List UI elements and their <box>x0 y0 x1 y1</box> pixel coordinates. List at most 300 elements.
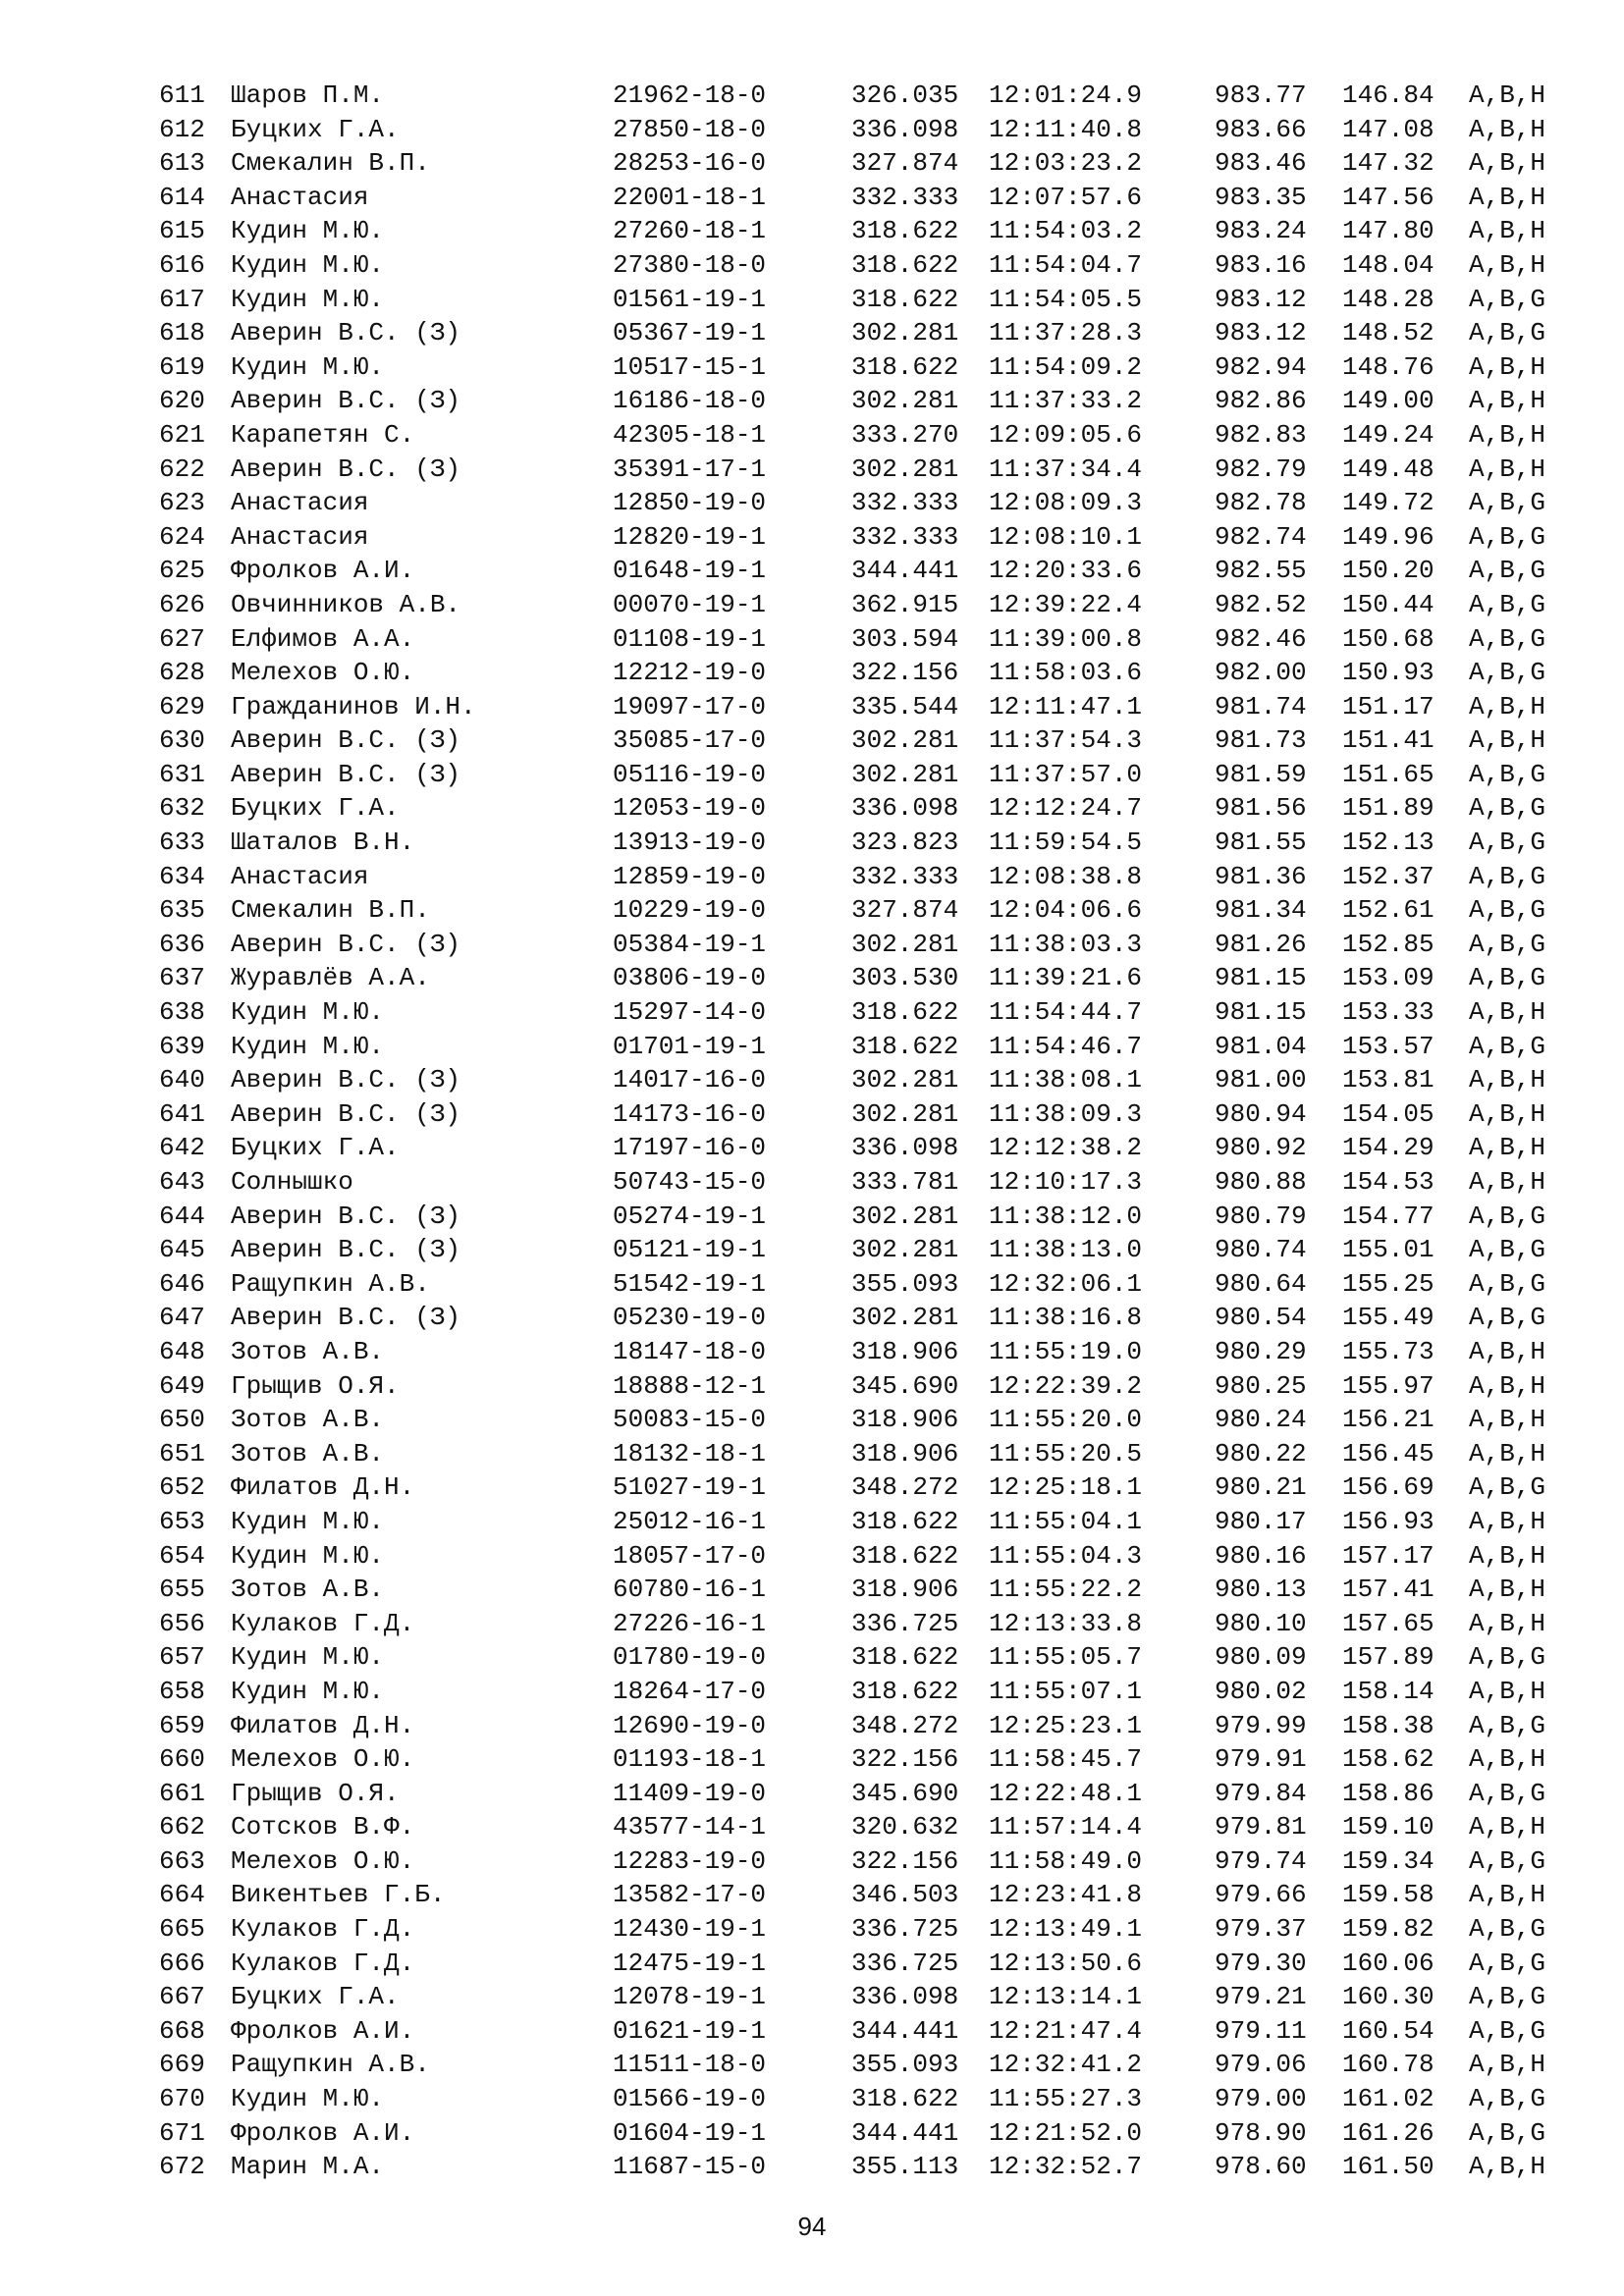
ring-number: 01561-19-1 <box>613 284 767 314</box>
fancier-name: Буцких Г.А. <box>231 793 400 824</box>
table-row <box>159 2082 1583 2116</box>
coefficient: 150.44 <box>1342 589 1435 619</box>
classes: A,B,G <box>1469 521 1546 552</box>
arrival-time: 11:38:09.3 <box>989 1098 1143 1129</box>
table-row <box>159 1470 1583 1505</box>
distance: 348.272 <box>851 1710 959 1740</box>
fancier-name: Овчинников А.В. <box>231 589 461 619</box>
coefficient: 159.82 <box>1342 1914 1435 1945</box>
coefficient: 160.78 <box>1342 2050 1435 2080</box>
ring-number: 13582-17-0 <box>613 1880 767 1910</box>
speed: 981.73 <box>1215 725 1307 756</box>
arrival-time: 11:37:28.3 <box>989 318 1143 348</box>
distance: 333.781 <box>851 1167 959 1197</box>
classes: A,B,G <box>1469 828 1546 858</box>
row-number: 656 <box>159 1608 205 1638</box>
speed: 982.55 <box>1215 556 1307 586</box>
table-row <box>159 214 1583 248</box>
ring-number: 13913-19-0 <box>613 828 767 858</box>
row-number: 665 <box>159 1914 205 1945</box>
arrival-time: 12:08:10.1 <box>989 521 1143 552</box>
coefficient: 153.81 <box>1342 1065 1435 1095</box>
ring-number: 10517-15-1 <box>613 351 767 382</box>
fancier-name: Кудин М.Ю. <box>231 1676 385 1706</box>
row-number: 658 <box>159 1676 205 1706</box>
classes: A,B,H <box>1469 216 1546 246</box>
arrival-time: 12:09:05.6 <box>989 419 1143 450</box>
fancier-name: Анастасия <box>231 861 369 891</box>
distance: 302.281 <box>851 929 959 959</box>
ring-number: 05230-19-0 <box>613 1303 767 1333</box>
row-number: 615 <box>159 216 205 246</box>
speed: 979.37 <box>1215 1914 1307 1945</box>
coefficient: 153.33 <box>1342 997 1435 1028</box>
table-row <box>159 588 1583 622</box>
ring-number: 05384-19-1 <box>613 929 767 959</box>
arrival-time: 11:38:08.1 <box>989 1065 1143 1095</box>
coefficient: 149.48 <box>1342 454 1435 484</box>
table-row <box>159 1505 1583 1539</box>
row-number: 629 <box>159 691 205 721</box>
fancier-name: Мелехов О.Ю. <box>231 658 415 688</box>
fancier-name: Грыщив О.Я. <box>231 1370 400 1401</box>
coefficient: 152.13 <box>1342 828 1435 858</box>
classes: A,B,G <box>1469 658 1546 688</box>
speed: 981.04 <box>1215 1031 1307 1061</box>
distance: 318.622 <box>851 1506 959 1536</box>
distance: 323.823 <box>851 828 959 858</box>
coefficient: 159.34 <box>1342 1845 1435 1876</box>
fancier-name: Кудин М.Ю. <box>231 2084 385 2114</box>
ring-number: 12283-19-0 <box>613 1845 767 1876</box>
table-row <box>159 1097 1583 1132</box>
fancier-name: Кулаков Г.Д. <box>231 1608 415 1638</box>
row-number: 670 <box>159 2084 205 2114</box>
ring-number: 50083-15-0 <box>613 1405 767 1435</box>
classes: A,B,G <box>1469 2015 1546 2046</box>
coefficient: 148.28 <box>1342 284 1435 314</box>
arrival-time: 12:11:47.1 <box>989 691 1143 721</box>
table-row <box>159 2150 1583 2184</box>
results-table <box>159 79 1583 2184</box>
row-number: 667 <box>159 1982 205 2012</box>
coefficient: 152.61 <box>1342 895 1435 926</box>
distance: 332.333 <box>851 521 959 552</box>
classes: A,B,H <box>1469 1506 1546 1536</box>
coefficient: 147.56 <box>1342 182 1435 212</box>
classes: A,B,G <box>1469 929 1546 959</box>
coefficient: 160.30 <box>1342 1982 1435 2012</box>
classes: A,B,G <box>1469 1642 1546 1673</box>
ring-number: 27226-16-1 <box>613 1608 767 1638</box>
coefficient: 155.25 <box>1342 1268 1435 1299</box>
row-number: 628 <box>159 658 205 688</box>
speed: 979.99 <box>1215 1710 1307 1740</box>
row-number: 661 <box>159 1778 205 1808</box>
distance: 336.098 <box>851 793 959 824</box>
coefficient: 155.97 <box>1342 1370 1435 1401</box>
arrival-time: 12:13:50.6 <box>989 1948 1143 1978</box>
classes: A,B,H <box>1469 419 1546 450</box>
row-number: 668 <box>159 2015 205 2046</box>
speed: 980.17 <box>1215 1506 1307 1536</box>
row-number: 671 <box>159 2117 205 2148</box>
table-row <box>159 860 1583 894</box>
row-number: 631 <box>159 759 205 789</box>
classes: A,B,H <box>1469 386 1546 416</box>
distance: 336.098 <box>851 1133 959 1163</box>
row-number: 626 <box>159 589 205 619</box>
fancier-name: Кудин М.Ю. <box>231 1540 385 1571</box>
arrival-time: 12:22:39.2 <box>989 1370 1143 1401</box>
distance: 302.281 <box>851 1098 959 1129</box>
distance: 302.281 <box>851 725 959 756</box>
coefficient: 149.00 <box>1342 386 1435 416</box>
fancier-name: Аверин В.С. (З) <box>231 386 461 416</box>
speed: 980.79 <box>1215 1201 1307 1231</box>
table-row <box>159 2116 1583 2151</box>
speed: 981.26 <box>1215 929 1307 959</box>
coefficient: 154.05 <box>1342 1098 1435 1129</box>
fancier-name: Мелехов О.Ю. <box>231 1845 415 1876</box>
ring-number: 01780-19-0 <box>613 1642 767 1673</box>
row-number: 666 <box>159 1948 205 1978</box>
arrival-time: 12:32:41.2 <box>989 2050 1143 2080</box>
coefficient: 148.76 <box>1342 351 1435 382</box>
coefficient: 152.37 <box>1342 861 1435 891</box>
arrival-time: 11:55:22.2 <box>989 1575 1143 1605</box>
ring-number: 12690-19-0 <box>613 1710 767 1740</box>
row-number: 659 <box>159 1710 205 1740</box>
ring-number: 12053-19-0 <box>613 793 767 824</box>
distance: 318.622 <box>851 1676 959 1706</box>
ring-number: 03806-19-0 <box>613 963 767 993</box>
row-number: 672 <box>159 2152 205 2182</box>
distance: 318.906 <box>851 1438 959 1468</box>
coefficient: 157.17 <box>1342 1540 1435 1571</box>
classes: A,B,G <box>1469 2117 1546 2148</box>
table-row <box>159 1301 1583 1335</box>
distance: 318.622 <box>851 284 959 314</box>
fancier-name: Шаров П.М. <box>231 80 385 110</box>
distance: 318.622 <box>851 249 959 280</box>
fancier-name: Кудин М.Ю. <box>231 1642 385 1673</box>
fancier-name: Кудин М.Ю. <box>231 1031 385 1061</box>
distance: 318.906 <box>851 1405 959 1435</box>
distance: 302.281 <box>851 1303 959 1333</box>
row-number: 638 <box>159 997 205 1028</box>
table-row <box>159 1403 1583 1437</box>
row-number: 620 <box>159 386 205 416</box>
arrival-time: 11:54:46.7 <box>989 1031 1143 1061</box>
distance: 318.622 <box>851 1031 959 1061</box>
row-number: 611 <box>159 80 205 110</box>
row-number: 644 <box>159 1201 205 1231</box>
row-number: 653 <box>159 1506 205 1536</box>
distance: 318.622 <box>851 216 959 246</box>
arrival-time: 12:10:17.3 <box>989 1167 1143 1197</box>
arrival-time: 12:21:52.0 <box>989 2117 1143 2148</box>
table-row <box>159 283 1583 317</box>
speed: 979.11 <box>1215 2015 1307 2046</box>
coefficient: 152.85 <box>1342 929 1435 959</box>
ring-number: 19097-17-0 <box>613 691 767 721</box>
fancier-name: Аверин В.С. (З) <box>231 725 461 756</box>
classes: A,B,G <box>1469 1982 1546 2012</box>
speed: 982.46 <box>1215 623 1307 654</box>
classes: A,B,G <box>1469 793 1546 824</box>
speed: 979.81 <box>1215 1812 1307 1842</box>
coefficient: 158.38 <box>1342 1710 1435 1740</box>
table-row <box>159 1437 1583 1471</box>
ring-number: 27260-18-1 <box>613 216 767 246</box>
speed: 981.59 <box>1215 759 1307 789</box>
speed: 981.15 <box>1215 963 1307 993</box>
classes: A,B,G <box>1469 1472 1546 1503</box>
classes: A,B,H <box>1469 1880 1546 1910</box>
ring-number: 51027-19-1 <box>613 1472 767 1503</box>
coefficient: 149.96 <box>1342 521 1435 552</box>
arrival-time: 12:21:47.4 <box>989 2015 1143 2046</box>
arrival-time: 11:54:09.2 <box>989 351 1143 382</box>
speed: 982.86 <box>1215 386 1307 416</box>
distance: 302.281 <box>851 1065 959 1095</box>
ring-number: 17197-16-0 <box>613 1133 767 1163</box>
fancier-name: Буцких Г.А. <box>231 114 400 144</box>
speed: 982.94 <box>1215 351 1307 382</box>
coefficient: 154.77 <box>1342 1201 1435 1231</box>
table-row <box>159 248 1583 283</box>
distance: 302.281 <box>851 454 959 484</box>
coefficient: 159.58 <box>1342 1880 1435 1910</box>
arrival-time: 11:54:03.2 <box>989 216 1143 246</box>
ring-number: 15297-14-0 <box>613 997 767 1028</box>
arrival-time: 12:13:49.1 <box>989 1914 1143 1945</box>
arrival-time: 11:55:05.7 <box>989 1642 1143 1673</box>
classes: A,B,G <box>1469 1268 1546 1299</box>
classes: A,B,G <box>1469 1845 1546 1876</box>
fancier-name: Буцких Г.А. <box>231 1982 400 2012</box>
arrival-time: 12:12:24.7 <box>989 793 1143 824</box>
classes: A,B,H <box>1469 1540 1546 1571</box>
speed: 979.06 <box>1215 2050 1307 2080</box>
distance: 318.906 <box>851 1575 959 1605</box>
speed: 980.94 <box>1215 1098 1307 1129</box>
table-row <box>159 520 1583 555</box>
classes: A,B,G <box>1469 488 1546 518</box>
table-row <box>159 791 1583 826</box>
table-row <box>159 418 1583 453</box>
ring-number: 12078-19-1 <box>613 1982 767 2012</box>
ring-number: 01193-18-1 <box>613 1744 767 1775</box>
arrival-time: 11:55:20.0 <box>989 1405 1143 1435</box>
fancier-name: Аверин В.С. (З) <box>231 1201 461 1231</box>
fancier-name: Зотов А.В. <box>231 1575 385 1605</box>
arrival-time: 11:38:12.0 <box>989 1201 1143 1231</box>
coefficient: 154.29 <box>1342 1133 1435 1163</box>
arrival-time: 12:11:40.8 <box>989 114 1143 144</box>
fancier-name: Зотов А.В. <box>231 1336 385 1366</box>
ring-number: 50743-15-0 <box>613 1167 767 1197</box>
ring-number: 43577-14-1 <box>613 1812 767 1842</box>
classes: A,B,H <box>1469 1744 1546 1775</box>
classes: A,B,H <box>1469 1370 1546 1401</box>
ring-number: 12859-19-0 <box>613 861 767 891</box>
classes: A,B,G <box>1469 318 1546 348</box>
ring-number: 05116-19-0 <box>613 759 767 789</box>
fancier-name: Анастасия <box>231 182 369 212</box>
table-row <box>159 79 1583 113</box>
fancier-name: Смекалин В.П. <box>231 148 430 179</box>
table-row <box>159 1539 1583 1574</box>
row-number: 655 <box>159 1575 205 1605</box>
speed: 983.12 <box>1215 318 1307 348</box>
row-number: 662 <box>159 1812 205 1842</box>
coefficient: 146.84 <box>1342 80 1435 110</box>
distance: 326.035 <box>851 80 959 110</box>
row-number: 612 <box>159 114 205 144</box>
coefficient: 150.68 <box>1342 623 1435 654</box>
speed: 980.10 <box>1215 1608 1307 1638</box>
arrival-time: 12:13:14.1 <box>989 1982 1143 2012</box>
distance: 318.622 <box>851 1540 959 1571</box>
speed: 980.54 <box>1215 1303 1307 1333</box>
coefficient: 149.72 <box>1342 488 1435 518</box>
fancier-name: Кудин М.Ю. <box>231 284 385 314</box>
speed: 980.64 <box>1215 1268 1307 1299</box>
coefficient: 153.09 <box>1342 963 1435 993</box>
row-number: 646 <box>159 1268 205 1299</box>
ring-number: 11687-15-0 <box>613 2152 767 2182</box>
row-number: 652 <box>159 1472 205 1503</box>
speed: 982.52 <box>1215 589 1307 619</box>
ring-number: 21962-18-0 <box>613 80 767 110</box>
coefficient: 156.45 <box>1342 1438 1435 1468</box>
row-number: 618 <box>159 318 205 348</box>
fancier-name: Кудин М.Ю. <box>231 216 385 246</box>
speed: 981.34 <box>1215 895 1307 926</box>
coefficient: 155.49 <box>1342 1303 1435 1333</box>
coefficient: 153.57 <box>1342 1031 1435 1061</box>
distance: 336.725 <box>851 1914 959 1945</box>
fancier-name: Журавлёв А.А. <box>231 963 430 993</box>
row-number: 632 <box>159 793 205 824</box>
ring-number: 01108-19-1 <box>613 623 767 654</box>
row-number: 642 <box>159 1133 205 1163</box>
fancier-name: Кулаков Г.Д. <box>231 1914 415 1945</box>
table-row <box>159 723 1583 758</box>
table-row <box>159 453 1583 487</box>
classes: A,B,H <box>1469 1167 1546 1197</box>
distance: 322.156 <box>851 1845 959 1876</box>
fancier-name: Буцких Г.А. <box>231 1133 400 1163</box>
arrival-time: 12:08:09.3 <box>989 488 1143 518</box>
row-number: 649 <box>159 1370 205 1401</box>
distance: 344.441 <box>851 2015 959 2046</box>
row-number: 657 <box>159 1642 205 1673</box>
fancier-name: Анастасия <box>231 521 369 552</box>
ring-number: 27850-18-0 <box>613 114 767 144</box>
distance: 344.441 <box>851 556 959 586</box>
classes: A,B,H <box>1469 997 1546 1028</box>
distance: 335.544 <box>851 691 959 721</box>
speed: 982.74 <box>1215 521 1307 552</box>
speed: 978.90 <box>1215 2117 1307 2148</box>
speed: 983.24 <box>1215 216 1307 246</box>
ring-number: 12430-19-1 <box>613 1914 767 1945</box>
speed: 982.78 <box>1215 488 1307 518</box>
arrival-time: 11:38:13.0 <box>989 1235 1143 1265</box>
classes: A,B,H <box>1469 691 1546 721</box>
distance: 303.530 <box>851 963 959 993</box>
fancier-name: Марин М.А. <box>231 2152 385 2182</box>
fancier-name: Фролков А.И. <box>231 2117 415 2148</box>
ring-number: 51542-19-1 <box>613 1268 767 1299</box>
coefficient: 147.08 <box>1342 114 1435 144</box>
row-number: 669 <box>159 2050 205 2080</box>
fancier-name: Аверин В.С. (З) <box>231 929 461 959</box>
coefficient: 157.89 <box>1342 1642 1435 1673</box>
distance: 355.113 <box>851 2152 959 2182</box>
ring-number: 35085-17-0 <box>613 725 767 756</box>
speed: 983.16 <box>1215 249 1307 280</box>
row-number: 648 <box>159 1336 205 1366</box>
coefficient: 161.02 <box>1342 2084 1435 2114</box>
table-row <box>159 1063 1583 1097</box>
ring-number: 00070-19-1 <box>613 589 767 619</box>
distance: 346.503 <box>851 1880 959 1910</box>
arrival-time: 11:37:54.3 <box>989 725 1143 756</box>
distance: 344.441 <box>851 2117 959 2148</box>
classes: A,B,H <box>1469 1608 1546 1638</box>
fancier-name: Сотсков В.Ф. <box>231 1812 415 1842</box>
table-row <box>159 113 1583 147</box>
ring-number: 14173-16-0 <box>613 1098 767 1129</box>
table-row <box>159 1810 1583 1844</box>
fancier-name: Кудин М.Ю. <box>231 1506 385 1536</box>
arrival-time: 11:54:04.7 <box>989 249 1143 280</box>
row-number: 614 <box>159 182 205 212</box>
ring-number: 18888-12-1 <box>613 1370 767 1401</box>
fancier-name: Викентьев Г.Б. <box>231 1880 446 1910</box>
speed: 979.30 <box>1215 1948 1307 1978</box>
speed: 981.55 <box>1215 828 1307 858</box>
row-number: 617 <box>159 284 205 314</box>
coefficient: 150.93 <box>1342 658 1435 688</box>
arrival-time: 11:54:44.7 <box>989 997 1143 1028</box>
classes: A,B,G <box>1469 1948 1546 1978</box>
classes: A,B,G <box>1469 2084 1546 2114</box>
table-row <box>159 826 1583 860</box>
coefficient: 160.54 <box>1342 2015 1435 2046</box>
distance: 302.281 <box>851 1235 959 1265</box>
coefficient: 160.06 <box>1342 1948 1435 1978</box>
speed: 981.56 <box>1215 793 1307 824</box>
arrival-time: 11:54:05.5 <box>989 284 1143 314</box>
speed: 980.13 <box>1215 1575 1307 1605</box>
row-number: 640 <box>159 1065 205 1095</box>
table-row <box>159 1980 1583 2014</box>
row-number: 645 <box>159 1235 205 1265</box>
table-row <box>159 1640 1583 1675</box>
row-number: 627 <box>159 623 205 654</box>
coefficient: 159.10 <box>1342 1812 1435 1842</box>
distance: 332.333 <box>851 488 959 518</box>
arrival-time: 11:38:03.3 <box>989 929 1143 959</box>
speed: 983.66 <box>1215 114 1307 144</box>
table-row <box>159 758 1583 792</box>
classes: A,B,H <box>1469 351 1546 382</box>
